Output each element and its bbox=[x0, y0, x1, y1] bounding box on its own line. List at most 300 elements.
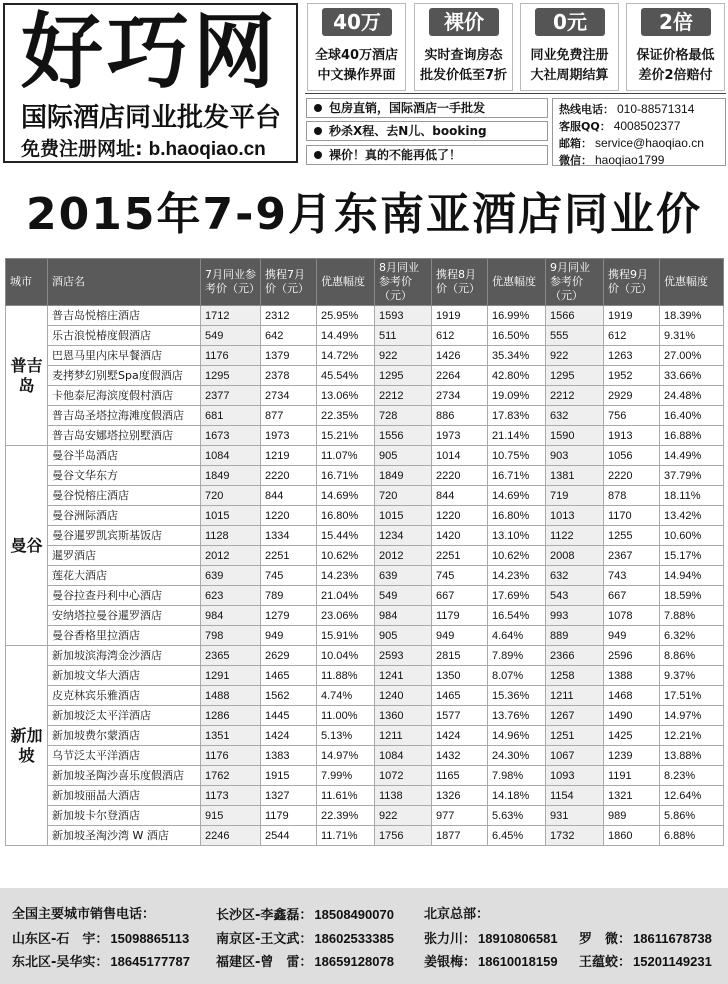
aug-ref-price-cell: 1072 bbox=[375, 766, 432, 786]
bullet-text: 秒杀X程、去N儿、booking bbox=[329, 124, 487, 138]
aug-discount-cell: 16.80% bbox=[488, 506, 546, 526]
aug-ctrip-price-cell: 612 bbox=[432, 326, 488, 346]
footer-contact bbox=[12, 930, 189, 949]
jul-ctrip-price-cell: 1445 bbox=[261, 706, 317, 726]
footer-hq-contact bbox=[579, 930, 712, 949]
register-label: 免费注册网址: bbox=[21, 138, 143, 160]
jul-ctrip-price-cell: 1465 bbox=[261, 666, 317, 686]
sep-discount-cell: 16.40% bbox=[660, 406, 724, 426]
sep-discount-cell: 18.59% bbox=[660, 586, 724, 606]
aug-ref-price-cell: 1756 bbox=[375, 826, 432, 846]
aug-ctrip-price-cell: 2734 bbox=[432, 386, 488, 406]
footer-contact-label: 东北区-吴华实： bbox=[12, 955, 109, 970]
jul-ctrip-price-cell: 2629 bbox=[261, 646, 317, 666]
contact-label: 邮箱： bbox=[559, 137, 592, 150]
aug-ref-price-cell: 1211 bbox=[375, 726, 432, 746]
sep-ctrip-price-cell: 1860 bbox=[604, 826, 660, 846]
sep-ref-price-cell: 922 bbox=[546, 346, 604, 366]
sep-ctrip-price-cell: 1913 bbox=[604, 426, 660, 446]
aug-discount-cell: 35.34% bbox=[488, 346, 546, 366]
jul-ctrip-price-cell: 642 bbox=[261, 326, 317, 346]
footer-contact-phone: 18508490070 bbox=[314, 907, 394, 922]
aug-ctrip-price-cell: 977 bbox=[432, 806, 488, 826]
aug-discount-cell: 13.10% bbox=[488, 526, 546, 546]
jul-ref-price-cell: 1128 bbox=[201, 526, 261, 546]
sep-ctrip-price-cell: 1321 bbox=[604, 786, 660, 806]
aug-ref-price-cell: 511 bbox=[375, 326, 432, 346]
footer-hq-contact bbox=[424, 953, 558, 972]
aug-ref-price-cell: 922 bbox=[375, 346, 432, 366]
hotel-name-cell: 曼谷悦榕庄酒店 bbox=[48, 486, 201, 506]
jul-ref-price-cell: 1173 bbox=[201, 786, 261, 806]
jul-ref-price-cell: 1084 bbox=[201, 446, 261, 466]
footer-contact-phone: 18610018159 bbox=[478, 954, 558, 969]
aug-ref-price-cell: 2212 bbox=[375, 386, 432, 406]
jul-discount-cell: 11.71% bbox=[317, 826, 375, 846]
sep-ref-price-cell: 931 bbox=[546, 806, 604, 826]
table-row bbox=[6, 366, 724, 386]
sep-ctrip-price-cell: 1078 bbox=[604, 606, 660, 626]
jul-ctrip-price-cell: 1334 bbox=[261, 526, 317, 546]
feature-badge: 40万 bbox=[322, 8, 392, 36]
sep-ref-price-cell: 632 bbox=[546, 566, 604, 586]
feature-line: 同业免费注册 bbox=[530, 48, 609, 63]
aug-discount-cell: 7.98% bbox=[488, 766, 546, 786]
city-cell: 曼谷 bbox=[6, 446, 48, 646]
sep-ctrip-price-cell: 1919 bbox=[604, 306, 660, 326]
bullet-text: 包房直销，国际酒店一手批发 bbox=[329, 101, 486, 115]
aug-ref-price-cell: 1556 bbox=[375, 426, 432, 446]
jul-discount-cell: 10.62% bbox=[317, 546, 375, 566]
hotel-name-cell: 安纳塔拉曼谷暹罗酒店 bbox=[48, 606, 201, 626]
aug-ctrip-price-cell: 2251 bbox=[432, 546, 488, 566]
aug-ctrip-price-cell: 745 bbox=[432, 566, 488, 586]
jul-discount-cell: 22.35% bbox=[317, 406, 375, 426]
table-row bbox=[6, 446, 724, 466]
aug-ctrip-price-cell: 1220 bbox=[432, 506, 488, 526]
hotel-name-cell: 曼谷半岛酒店 bbox=[48, 446, 201, 466]
aug-ref-price-cell: 639 bbox=[375, 566, 432, 586]
sep-discount-cell: 37.79% bbox=[660, 466, 724, 486]
sep-ctrip-price-cell: 1255 bbox=[604, 526, 660, 546]
sep-ctrip-price-cell: 1952 bbox=[604, 366, 660, 386]
aug-ctrip-price-cell: 1179 bbox=[432, 606, 488, 626]
jul-discount-cell: 45.54% bbox=[317, 366, 375, 386]
jul-ref-price-cell: 2012 bbox=[201, 546, 261, 566]
sep-discount-cell: 16.88% bbox=[660, 426, 724, 446]
feature-line: 差价2倍赔付 bbox=[638, 68, 713, 83]
aug-ctrip-price-cell: 1577 bbox=[432, 706, 488, 726]
footer-contact bbox=[216, 930, 394, 949]
aug-discount-cell: 16.99% bbox=[488, 306, 546, 326]
footer-hq-title: 北京总部： bbox=[424, 907, 490, 922]
table-row bbox=[6, 386, 724, 406]
jul-discount-cell: 15.91% bbox=[317, 626, 375, 646]
aug-ref-price-cell: 1240 bbox=[375, 686, 432, 706]
sep-discount-cell: 7.88% bbox=[660, 606, 724, 626]
hotel-name-cell: 乐古浪悦椿度假酒店 bbox=[48, 326, 201, 346]
aug-ctrip-price-cell: 1014 bbox=[432, 446, 488, 466]
sep-ref-price-cell: 2008 bbox=[546, 546, 604, 566]
footer-contact-label: 姜银梅： bbox=[424, 955, 477, 970]
sep-discount-cell: 13.88% bbox=[660, 746, 724, 766]
sep-ref-price-cell: 719 bbox=[546, 486, 604, 506]
jul-ctrip-price-cell: 2251 bbox=[261, 546, 317, 566]
jul-ref-price-cell: 1176 bbox=[201, 746, 261, 766]
jul-ctrip-price-cell: 1220 bbox=[261, 506, 317, 526]
jul-ref-price-cell: 1673 bbox=[201, 426, 261, 446]
jul-ctrip-price-cell: 1383 bbox=[261, 746, 317, 766]
table-body bbox=[6, 306, 724, 846]
sep-ctrip-price-cell: 1239 bbox=[604, 746, 660, 766]
hotel-name-cell: 曼谷文华东方 bbox=[48, 466, 201, 486]
contact-qq bbox=[559, 118, 719, 135]
aug-discount-cell: 13.76% bbox=[488, 706, 546, 726]
brand-box bbox=[3, 3, 298, 163]
sep-ctrip-price-cell: 1490 bbox=[604, 706, 660, 726]
aug-ref-price-cell: 1360 bbox=[375, 706, 432, 726]
feature-price-guarantee bbox=[626, 3, 725, 91]
aug-ref-price-cell: 905 bbox=[375, 626, 432, 646]
sep-ref-price-cell: 1154 bbox=[546, 786, 604, 806]
hotel-name-cell: 新加坡滨海湾金沙酒店 bbox=[48, 646, 201, 666]
table-row bbox=[6, 306, 724, 326]
footer-contact-label: 王蕴蛟： bbox=[579, 955, 632, 970]
aug-discount-cell: 17.83% bbox=[488, 406, 546, 426]
bullet-icon bbox=[314, 151, 322, 159]
footer-contact-label: 张力川： bbox=[424, 932, 477, 947]
sep-ref-price-cell: 1211 bbox=[546, 686, 604, 706]
hotel-name-cell: 曼谷拉查丹利中心酒店 bbox=[48, 586, 201, 606]
hotel-name-cell: 新加坡卡尔登酒店 bbox=[48, 806, 201, 826]
aug-ctrip-price-cell: 2220 bbox=[432, 466, 488, 486]
aug-ctrip-price-cell: 1432 bbox=[432, 746, 488, 766]
hotel-name-cell: 乌节泛太平洋酒店 bbox=[48, 746, 201, 766]
table-row bbox=[6, 486, 724, 506]
jul-ref-price-cell: 1712 bbox=[201, 306, 261, 326]
jul-discount-cell: 15.21% bbox=[317, 426, 375, 446]
aug-discount-cell: 16.54% bbox=[488, 606, 546, 626]
sep-discount-cell: 15.17% bbox=[660, 546, 724, 566]
aug-discount-cell: 21.14% bbox=[488, 426, 546, 446]
table-row bbox=[6, 506, 724, 526]
jul-ref-price-cell: 1351 bbox=[201, 726, 261, 746]
jul-ctrip-price-cell: 949 bbox=[261, 626, 317, 646]
footer-contact bbox=[216, 906, 394, 925]
jul-discount-cell: 11.61% bbox=[317, 786, 375, 806]
jul-ctrip-price-cell: 1219 bbox=[261, 446, 317, 466]
jul-ctrip-price-cell: 1279 bbox=[261, 606, 317, 626]
aug-discount-cell: 16.71% bbox=[488, 466, 546, 486]
feature-badge: 2倍 bbox=[641, 8, 711, 36]
sep-discount-cell: 6.88% bbox=[660, 826, 724, 846]
sep-ref-price-cell: 1251 bbox=[546, 726, 604, 746]
jul-ref-price-cell: 915 bbox=[201, 806, 261, 826]
footer-contact bbox=[216, 953, 394, 972]
jul-ref-price-cell: 681 bbox=[201, 406, 261, 426]
sep-ctrip-price-cell: 612 bbox=[604, 326, 660, 346]
contact-wechat bbox=[559, 152, 719, 169]
table-row bbox=[6, 666, 724, 686]
hotel-name-cell: 卡他泰尼海滨度假村酒店 bbox=[48, 386, 201, 406]
jul-ctrip-price-cell: 1915 bbox=[261, 766, 317, 786]
aug-ref-price-cell: 2012 bbox=[375, 546, 432, 566]
feature-hotels bbox=[307, 3, 406, 91]
sep-ctrip-price-cell: 1263 bbox=[604, 346, 660, 366]
jul-discount-cell: 21.04% bbox=[317, 586, 375, 606]
sep-discount-cell: 24.48% bbox=[660, 386, 724, 406]
sep-ctrip-price-cell: 667 bbox=[604, 586, 660, 606]
aug-discount-cell: 14.96% bbox=[488, 726, 546, 746]
aug-discount-cell: 4.64% bbox=[488, 626, 546, 646]
bullet-item bbox=[306, 98, 548, 118]
footer-contact-phone: 15098865113 bbox=[110, 931, 190, 946]
sep-discount-cell: 33.66% bbox=[660, 366, 724, 386]
jul-discount-cell: 5.13% bbox=[317, 726, 375, 746]
sep-ctrip-price-cell: 1388 bbox=[604, 666, 660, 686]
feature-line: 实时查询房态 bbox=[424, 48, 503, 63]
aug-ctrip-price-cell: 1424 bbox=[432, 726, 488, 746]
page-title: 2015年7-9月东南亚酒店同业价 bbox=[26, 189, 702, 240]
feature-badge: 0元 bbox=[535, 8, 605, 36]
hotel-name-cell: 巴恩马里内床早餐酒店 bbox=[48, 346, 201, 366]
contact-value: 4008502377 bbox=[613, 119, 681, 133]
footer-contact bbox=[12, 953, 190, 972]
hotel-name-cell: 普吉岛安娜塔拉别墅酒店 bbox=[48, 426, 201, 446]
jul-ref-price-cell: 1488 bbox=[201, 686, 261, 706]
table-row bbox=[6, 706, 724, 726]
table-row bbox=[6, 546, 724, 566]
aug-ctrip-price-cell: 1326 bbox=[432, 786, 488, 806]
sep-ctrip-price-cell: 949 bbox=[604, 626, 660, 646]
footer-contact-label: 罗 微： bbox=[579, 932, 632, 947]
sep-discount-cell: 8.86% bbox=[660, 646, 724, 666]
footer-contact-phone: 18611678738 bbox=[633, 931, 712, 946]
header-aug-discount: 优惠幅度 bbox=[488, 259, 546, 306]
sep-ctrip-price-cell: 1170 bbox=[604, 506, 660, 526]
footer-title: 全国主要城市销售电话： bbox=[12, 907, 156, 922]
aug-ctrip-price-cell: 1420 bbox=[432, 526, 488, 546]
hotel-name-cell: 新加坡圣陶沙喜乐度假酒店 bbox=[48, 766, 201, 786]
price-table bbox=[5, 258, 724, 846]
footer-contact-phone: 18645177787 bbox=[110, 954, 190, 969]
jul-ref-price-cell: 2246 bbox=[201, 826, 261, 846]
sep-ref-price-cell: 555 bbox=[546, 326, 604, 346]
sep-ctrip-price-cell: 2929 bbox=[604, 386, 660, 406]
sep-ctrip-price-cell: 989 bbox=[604, 806, 660, 826]
hotel-name-cell: 新加坡费尔蒙酒店 bbox=[48, 726, 201, 746]
jul-ref-price-cell: 984 bbox=[201, 606, 261, 626]
jul-ctrip-price-cell: 1562 bbox=[261, 686, 317, 706]
jul-ref-price-cell: 2377 bbox=[201, 386, 261, 406]
jul-discount-cell: 13.06% bbox=[317, 386, 375, 406]
contact-email bbox=[559, 135, 719, 152]
aug-ref-price-cell: 549 bbox=[375, 586, 432, 606]
jul-discount-cell: 15.44% bbox=[317, 526, 375, 546]
aug-ctrip-price-cell: 1165 bbox=[432, 766, 488, 786]
aug-ctrip-price-cell: 2264 bbox=[432, 366, 488, 386]
jul-ctrip-price-cell: 1179 bbox=[261, 806, 317, 826]
table-row bbox=[6, 806, 724, 826]
sep-discount-cell: 10.60% bbox=[660, 526, 724, 546]
hotel-name-cell: 新加坡圣淘沙湾 W 酒店 bbox=[48, 826, 201, 846]
sep-ctrip-price-cell: 1191 bbox=[604, 766, 660, 786]
hotel-name-cell: 新加坡丽晶大酒店 bbox=[48, 786, 201, 806]
aug-ref-price-cell: 1084 bbox=[375, 746, 432, 766]
aug-discount-cell: 19.09% bbox=[488, 386, 546, 406]
feature-line: 保证价格最低 bbox=[636, 48, 715, 63]
table-row bbox=[6, 686, 724, 706]
aug-ctrip-price-cell: 1877 bbox=[432, 826, 488, 846]
table-row bbox=[6, 826, 724, 846]
aug-ref-price-cell: 984 bbox=[375, 606, 432, 626]
hotel-name-cell: 普吉岛圣塔拉海滩度假酒店 bbox=[48, 406, 201, 426]
sep-ref-price-cell: 1590 bbox=[546, 426, 604, 446]
table-row bbox=[6, 726, 724, 746]
table-row bbox=[6, 526, 724, 546]
sep-discount-cell: 27.00% bbox=[660, 346, 724, 366]
sep-ctrip-price-cell: 743 bbox=[604, 566, 660, 586]
hotel-name-cell: 曼谷洲际酒店 bbox=[48, 506, 201, 526]
jul-discount-cell: 10.04% bbox=[317, 646, 375, 666]
logo: 好巧网 bbox=[21, 5, 280, 100]
aug-ctrip-price-cell: 1426 bbox=[432, 346, 488, 366]
jul-discount-cell: 25.95% bbox=[317, 306, 375, 326]
contact-label: 微信： bbox=[559, 154, 592, 167]
table-row bbox=[6, 786, 724, 806]
sep-discount-cell: 9.37% bbox=[660, 666, 724, 686]
sep-ref-price-cell: 1122 bbox=[546, 526, 604, 546]
aug-ref-price-cell: 1234 bbox=[375, 526, 432, 546]
jul-discount-cell: 11.88% bbox=[317, 666, 375, 686]
aug-discount-cell: 10.75% bbox=[488, 446, 546, 466]
footer-contact-label: 南京区-王文武： bbox=[216, 932, 313, 947]
jul-discount-cell: 14.23% bbox=[317, 566, 375, 586]
table-row bbox=[6, 566, 724, 586]
jul-ref-price-cell: 623 bbox=[201, 586, 261, 606]
aug-ctrip-price-cell: 2815 bbox=[432, 646, 488, 666]
aug-ctrip-price-cell: 1973 bbox=[432, 426, 488, 446]
sep-discount-cell: 8.23% bbox=[660, 766, 724, 786]
jul-ctrip-price-cell: 1973 bbox=[261, 426, 317, 446]
aug-discount-cell: 5.63% bbox=[488, 806, 546, 826]
header-aug-ctrip-price: 携程8月价（元） bbox=[432, 259, 488, 306]
aug-discount-cell: 17.69% bbox=[488, 586, 546, 606]
sep-ref-price-cell: 993 bbox=[546, 606, 604, 626]
bullet-item bbox=[306, 145, 548, 165]
hotel-name-cell: 暹罗酒店 bbox=[48, 546, 201, 566]
jul-ctrip-price-cell: 2378 bbox=[261, 366, 317, 386]
header-jul-ctrip-price: 携程7月价（元） bbox=[261, 259, 317, 306]
jul-ref-price-cell: 1291 bbox=[201, 666, 261, 686]
footer-contact-phone: 18659128078 bbox=[314, 954, 394, 969]
sep-ctrip-price-cell: 756 bbox=[604, 406, 660, 426]
contact-label: 热线电话： bbox=[559, 103, 614, 116]
feature-badge: 裸价 bbox=[429, 8, 499, 36]
sep-ref-price-cell: 543 bbox=[546, 586, 604, 606]
sep-ctrip-price-cell: 2596 bbox=[604, 646, 660, 666]
jul-ctrip-price-cell: 1379 bbox=[261, 346, 317, 366]
footer-hq-contact bbox=[579, 953, 712, 972]
sep-discount-cell: 14.94% bbox=[660, 566, 724, 586]
jul-ref-price-cell: 720 bbox=[201, 486, 261, 506]
aug-ref-price-cell: 2593 bbox=[375, 646, 432, 666]
table-row bbox=[6, 646, 724, 666]
contact-hotline bbox=[559, 101, 719, 118]
sep-ctrip-price-cell: 878 bbox=[604, 486, 660, 506]
sep-discount-cell: 9.31% bbox=[660, 326, 724, 346]
jul-ref-price-cell: 639 bbox=[201, 566, 261, 586]
contact-value: haoqiao1799 bbox=[595, 153, 665, 167]
jul-ctrip-price-cell: 2734 bbox=[261, 386, 317, 406]
feature-line: 全球40万酒店 bbox=[314, 48, 399, 63]
jul-discount-cell: 7.99% bbox=[317, 766, 375, 786]
jul-discount-cell: 11.00% bbox=[317, 706, 375, 726]
aug-discount-cell: 16.50% bbox=[488, 326, 546, 346]
sep-discount-cell: 5.86% bbox=[660, 806, 724, 826]
aug-discount-cell: 15.36% bbox=[488, 686, 546, 706]
sep-ref-price-cell: 2366 bbox=[546, 646, 604, 666]
footer-contact-label: 长沙区-李鑫磊： bbox=[216, 908, 313, 923]
jul-ref-price-cell: 1286 bbox=[201, 706, 261, 726]
sep-ref-price-cell: 1566 bbox=[546, 306, 604, 326]
jul-ctrip-price-cell: 844 bbox=[261, 486, 317, 506]
sep-ref-price-cell: 889 bbox=[546, 626, 604, 646]
table-row bbox=[6, 426, 724, 446]
jul-ctrip-price-cell: 789 bbox=[261, 586, 317, 606]
header-sep-ctrip-price: 携程9月价（元） bbox=[604, 259, 660, 306]
city-cell: 新加坡 bbox=[6, 646, 48, 846]
contact-box bbox=[552, 98, 726, 166]
register-url: b.haoqiao.cn bbox=[148, 139, 266, 160]
sep-ctrip-price-cell: 2367 bbox=[604, 546, 660, 566]
contact-value: 010-88571314 bbox=[617, 102, 695, 116]
aug-ctrip-price-cell: 667 bbox=[432, 586, 488, 606]
sep-ref-price-cell: 1295 bbox=[546, 366, 604, 386]
sep-discount-cell: 18.11% bbox=[660, 486, 724, 506]
feature-free-register bbox=[520, 3, 619, 91]
jul-ctrip-price-cell: 745 bbox=[261, 566, 317, 586]
hotel-name-cell: 莲花大酒店 bbox=[48, 566, 201, 586]
header-aug-ref-price: 8月同业参考价（元） bbox=[375, 259, 432, 306]
sep-ref-price-cell: 1067 bbox=[546, 746, 604, 766]
aug-discount-cell: 42.80% bbox=[488, 366, 546, 386]
bullet-text: 裸价！真的不能再低了！ bbox=[329, 148, 462, 162]
jul-ref-price-cell: 798 bbox=[201, 626, 261, 646]
feature-net-price bbox=[414, 3, 513, 91]
contact-label: 客服QQ： bbox=[559, 120, 611, 133]
jul-ref-price-cell: 2365 bbox=[201, 646, 261, 666]
aug-ref-price-cell: 922 bbox=[375, 806, 432, 826]
hotel-name-cell: 新加坡文华大酒店 bbox=[48, 666, 201, 686]
table-header-row bbox=[6, 259, 724, 306]
sep-discount-cell: 17.51% bbox=[660, 686, 724, 706]
sep-discount-cell: 18.39% bbox=[660, 306, 724, 326]
jul-discount-cell: 22.39% bbox=[317, 806, 375, 826]
table-row bbox=[6, 746, 724, 766]
header-sep-discount: 优惠幅度 bbox=[660, 259, 724, 306]
jul-discount-cell: 14.72% bbox=[317, 346, 375, 366]
aug-ctrip-price-cell: 844 bbox=[432, 486, 488, 506]
aug-ref-price-cell: 1138 bbox=[375, 786, 432, 806]
aug-discount-cell: 14.18% bbox=[488, 786, 546, 806]
sep-ctrip-price-cell: 2220 bbox=[604, 466, 660, 486]
footer-contact-label: 福建区-曾 雷： bbox=[216, 955, 313, 970]
header-jul-discount: 优惠幅度 bbox=[317, 259, 375, 306]
footer-contact-label: 山东区-石 宇： bbox=[12, 932, 109, 947]
aug-discount-cell: 10.62% bbox=[488, 546, 546, 566]
aug-discount-cell: 8.07% bbox=[488, 666, 546, 686]
